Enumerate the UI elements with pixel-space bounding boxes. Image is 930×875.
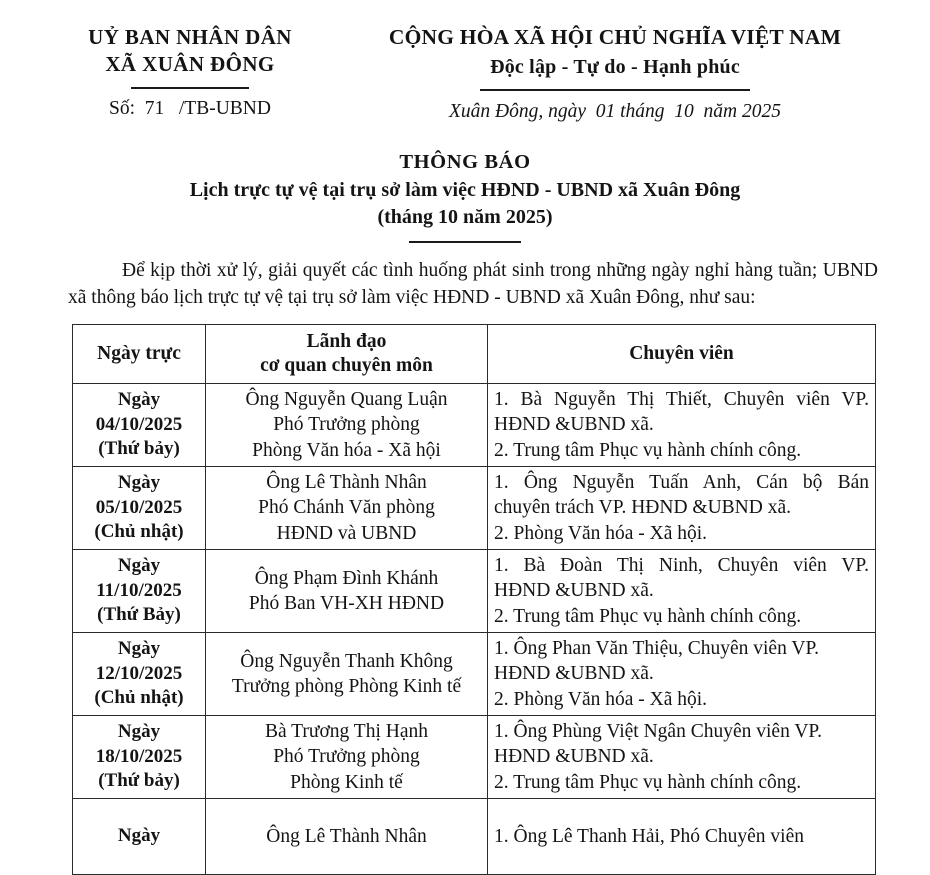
column-header-leader [206, 324, 488, 383]
cell-duty-date [73, 466, 206, 549]
duty-date-line3: (Thứ bảy) [98, 438, 180, 460]
duty-date-line1: Ngày [117, 554, 161, 576]
specialist-line1: 1. Ông Phùng Việt Ngân Chuyên viên VP. [494, 721, 822, 743]
national-motto: Độc lập - Tự do - Hạnh phúc [490, 55, 740, 78]
leader-line1: Ông Lê Thành Nhân [266, 825, 427, 847]
specialist-line1: 1. Bà Đoàn Thị Ninh, Chuyên viên VP. [494, 554, 869, 576]
leader-line1: Ông Lê Thành Nhân [266, 471, 427, 493]
intro-paragraph: Để kịp thời xử lý, giải quyết các tình huống phát sinh trong những ngày nghỉ hàng tuần; UBND xã thông báo lịch trực tự vệ tại trụ sở làm việc HĐND - UBND xã Xuân Đông, như sau: [68, 259, 878, 309]
duty-date-line3: (Thứ Bảy) [97, 604, 181, 626]
cell-specialist [488, 716, 876, 799]
cell-leader [206, 466, 488, 549]
issuing-authority-block [40, 24, 340, 120]
cell-leader [206, 383, 488, 466]
specialist-line2: HĐND &UBND xã. [494, 414, 654, 436]
cell-specialist [488, 549, 876, 632]
table-header [73, 324, 876, 383]
column-header-leader-line2: cơ quan chuyên môn [260, 354, 433, 376]
cell-duty-date [73, 383, 206, 466]
authority-divider [131, 87, 249, 89]
document-type-title: THÔNG BÁO [399, 150, 531, 173]
document-period: (tháng 10 năm 2025) [377, 205, 553, 228]
duty-date-line3: (Thứ bảy) [98, 770, 180, 792]
duty-date-line1: Ngày [117, 721, 161, 742]
specialist-line3: 2. Trung tâm Phục vụ hành chính công. [494, 605, 802, 627]
specialist-line2: HĐND &UBND xã. [494, 580, 654, 602]
specialist-line2: HĐND &UBND xã. [494, 746, 654, 768]
leader-line2: Phó Ban VH-XH HĐND [248, 592, 445, 614]
duty-date-line1: Ngày [117, 825, 161, 847]
cell-duty-date [73, 716, 206, 799]
schedule-table-wrapper [72, 324, 875, 875]
table-row [73, 799, 876, 875]
table-row [73, 383, 876, 466]
cell-leader [206, 549, 488, 632]
cell-specialist [488, 799, 876, 875]
leader-line1: Ông Nguyễn Thanh Không [240, 650, 453, 672]
document-subtitle: Lịch trực tự vệ tại trụ sở làm việc HĐND - UBND xã Xuân Đông [189, 178, 741, 201]
leader-line1: Ông Nguyễn Quang Luận [245, 388, 448, 410]
specialist-line3: 2. Phòng Văn hóa - Xã hội. [494, 522, 708, 544]
specialist-line2: chuyên trách VP. HĐND &UBND xã. [494, 497, 791, 519]
specialist-line1: 1. Ông Phan Văn Thiệu, Chuyên viên VP. [494, 637, 819, 659]
leader-line2: Phó Trưởng phòng [273, 746, 420, 768]
table-row [73, 549, 876, 632]
specialist-line1: 1. Bà Nguyễn Thị Thiết, Chuyên viên VP. [494, 388, 869, 410]
duty-schedule-table [72, 324, 876, 875]
table-row [73, 716, 876, 799]
leader-line1: Bà Trương Thị Hạnh [265, 721, 428, 743]
duty-date-line3: (Chủ nhật) [94, 521, 184, 543]
specialist-line3: 2. Trung tâm Phục vụ hành chính công. [494, 439, 802, 461]
specialist-line1: 1. Ông Lê Thanh Hải, Phó Chuyên viên [494, 825, 804, 847]
table-body [73, 383, 876, 874]
cell-duty-date [73, 632, 206, 715]
leader-line3: Phòng Kinh tế [290, 771, 403, 793]
specialist-line2: HĐND &UBND xã. [494, 663, 654, 685]
table-row [73, 466, 876, 549]
cell-specialist [488, 383, 876, 466]
document-number: Số: 71 /TB-UBND [109, 97, 271, 119]
duty-date-line2: 18/10/2025 [95, 745, 183, 767]
national-heading-block [340, 24, 890, 123]
column-header-leader-line1: Lãnh đạo [306, 330, 387, 352]
specialist-line3: 2. Phòng Văn hóa - Xã hội. [494, 688, 708, 710]
cell-leader [206, 632, 488, 715]
duty-date-line1: Ngày [117, 471, 161, 493]
duty-date-line2: 05/10/2025 [95, 496, 183, 518]
leader-line2: Phó Trưởng phòng [273, 414, 420, 436]
title-block [0, 151, 930, 243]
cell-duty-date [73, 799, 206, 875]
national-title: CỘNG HÒA XÃ HỘI CHỦ NGHĨA VIỆT NAM [388, 25, 842, 49]
place-and-date: Xuân Đông, ngày 01 tháng 10 năm 2025 [448, 100, 782, 122]
duty-date-line3: (Chủ nhật) [94, 687, 184, 709]
title-divider [409, 241, 521, 243]
motto-divider [480, 89, 750, 91]
cell-leader [206, 716, 488, 799]
cell-specialist [488, 632, 876, 715]
cell-duty-date [73, 549, 206, 632]
leader-line2: Phó Chánh Văn phòng [258, 497, 435, 519]
duty-date-line2: 11/10/2025 [96, 579, 182, 601]
table-row [73, 632, 876, 715]
leader-line2: Trưởng phòng Phòng Kinh tế [231, 676, 462, 697]
authority-name-line2: XÃ XUÂN ĐÔNG [105, 51, 275, 76]
leader-line3: Phòng Văn hóa - Xã hội [252, 439, 441, 461]
authority-name-line1: UỶ BAN NHÂN DÂN [88, 25, 292, 49]
document-header [0, 0, 930, 123]
leader-line3: HĐND và UBND [276, 522, 417, 544]
specialist-line3: 2. Trung tâm Phục vụ hành chính công. [494, 771, 802, 793]
duty-date-line1: Ngày [117, 637, 161, 659]
cell-leader [206, 799, 488, 875]
duty-date-line2: 12/10/2025 [95, 662, 183, 684]
table-header-row [73, 324, 876, 383]
cell-specialist [488, 466, 876, 549]
leader-line1: Ông Phạm Đình Khánh [254, 567, 439, 589]
column-header-specialist: Chuyên viên [488, 324, 876, 383]
duty-date-line2: 04/10/2025 [95, 413, 183, 435]
column-header-duty-date: Ngày trực [73, 324, 206, 383]
duty-date-line1: Ngày [117, 388, 161, 410]
specialist-line1: 1. Ông Nguyễn Tuấn Anh, Cán bộ Bán [494, 471, 869, 493]
